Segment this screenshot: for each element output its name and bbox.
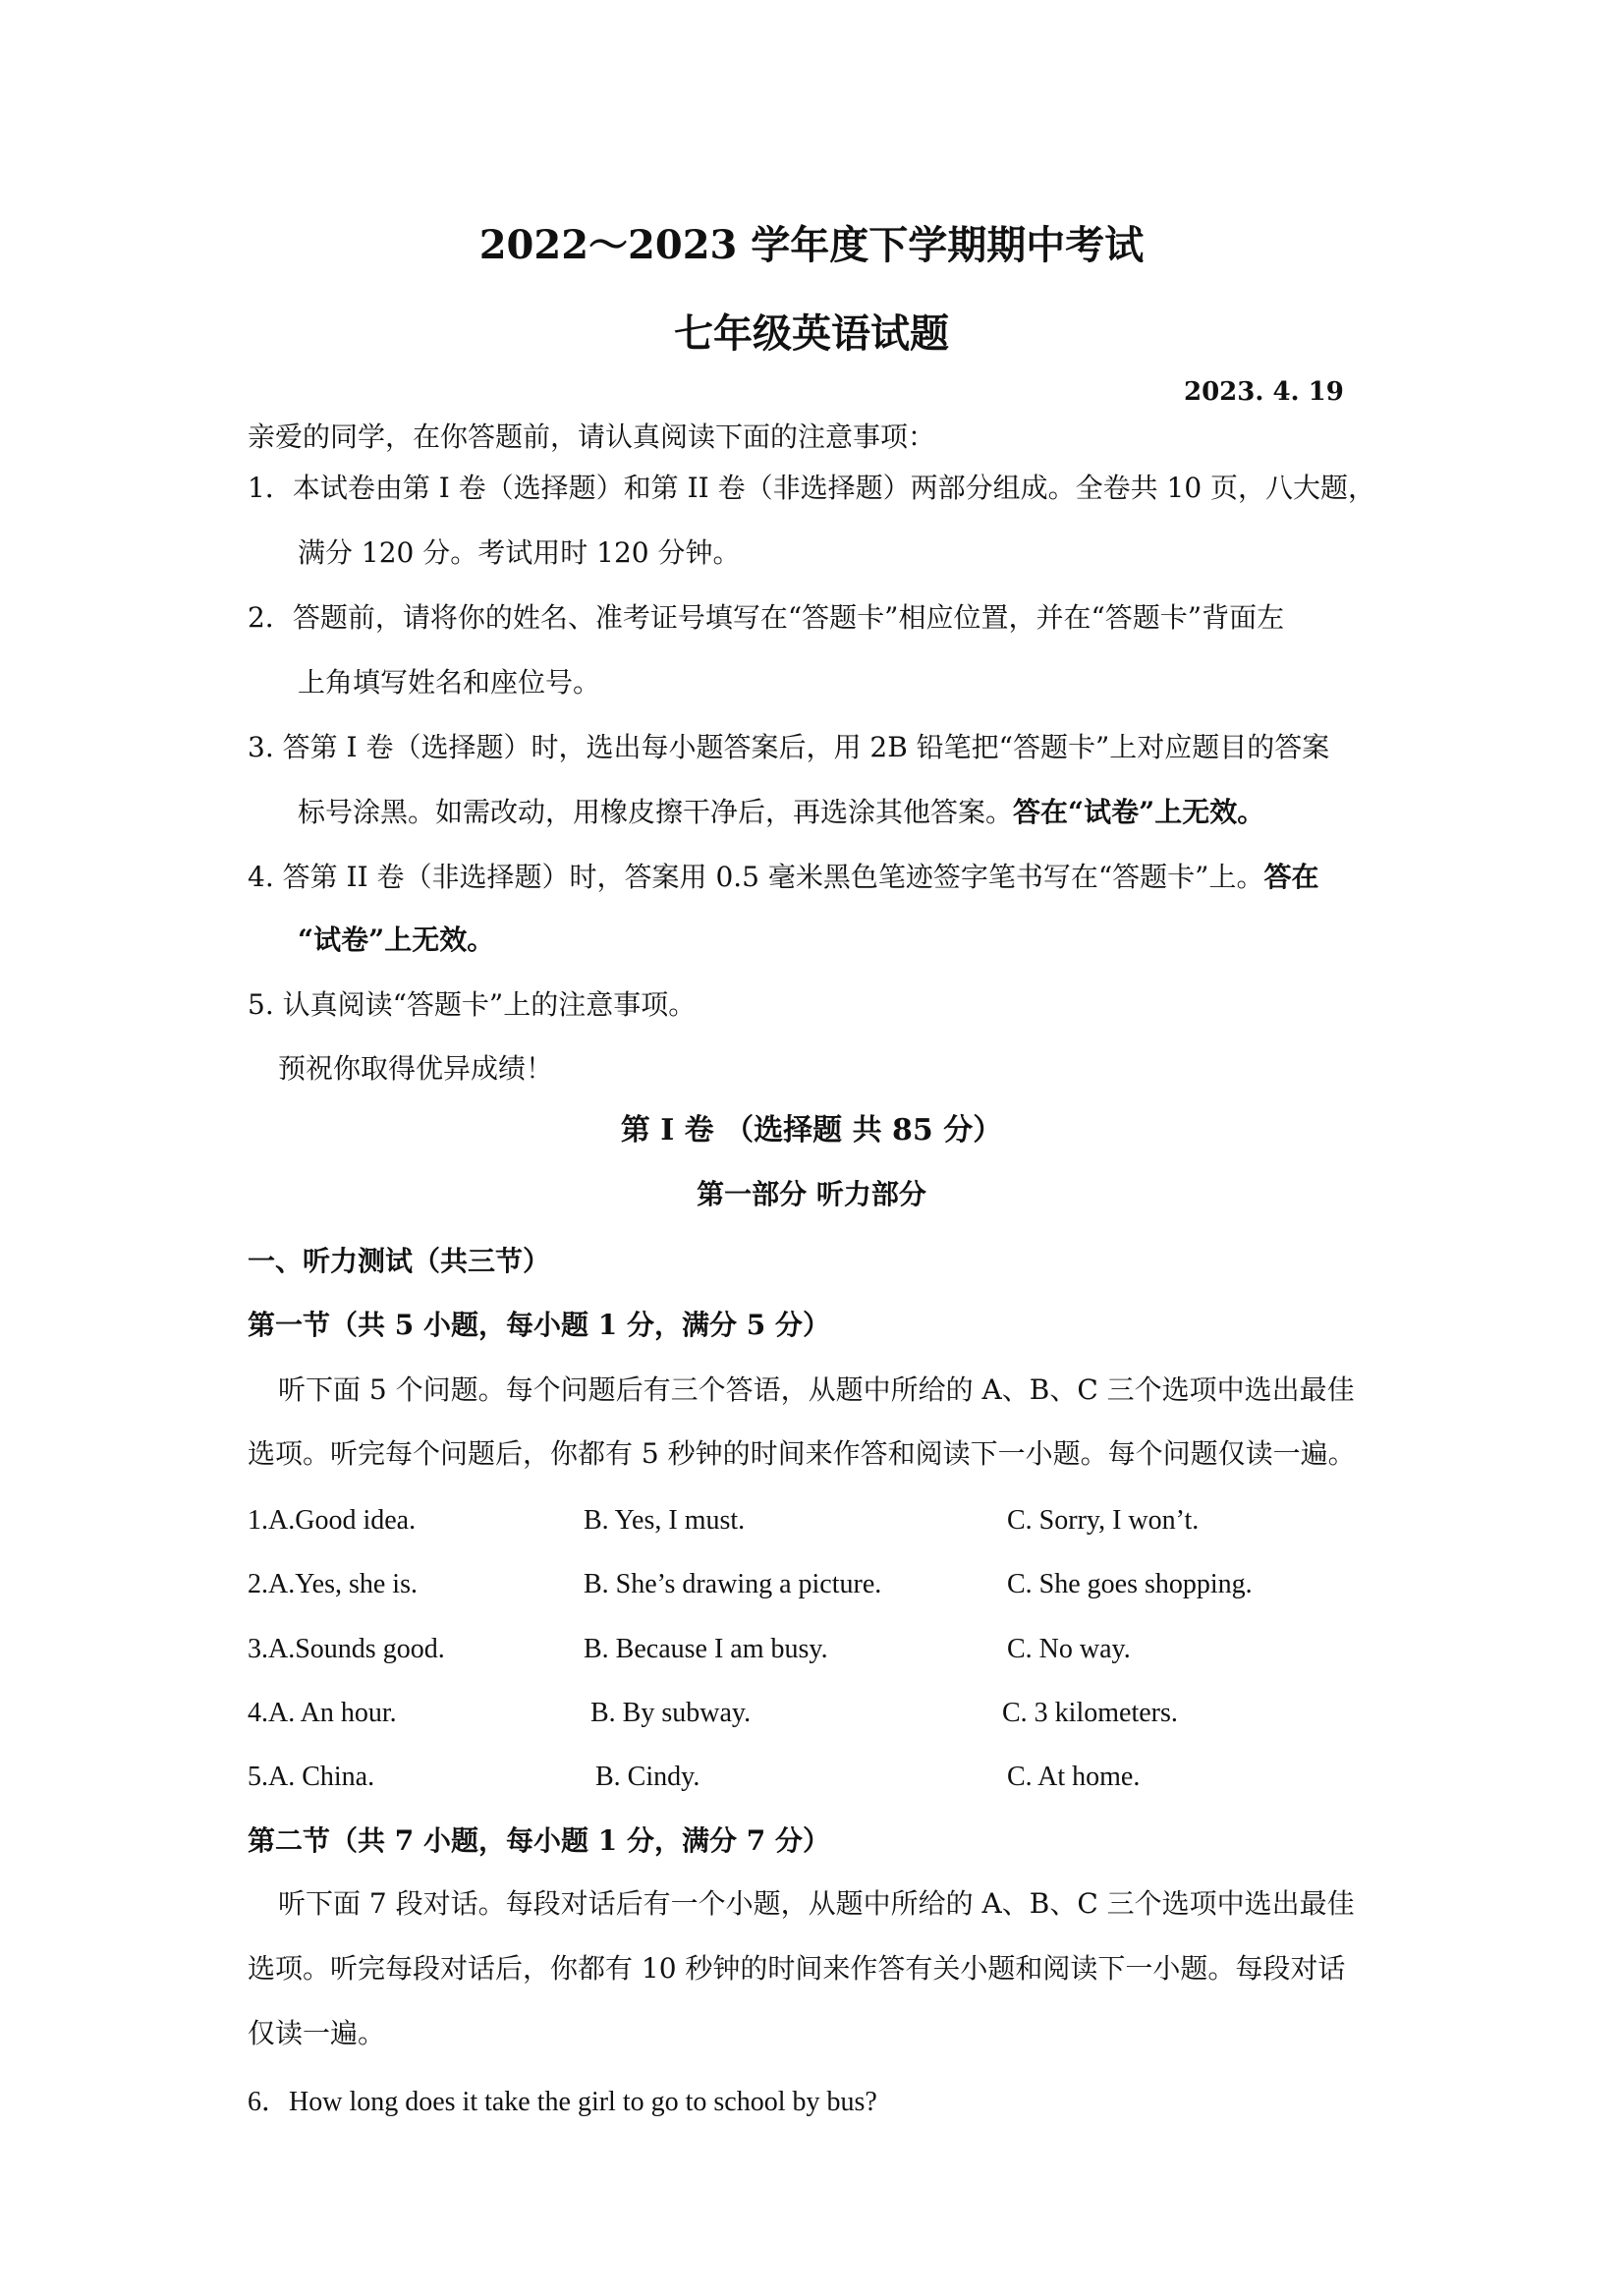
part-1-heading: 第一部分 听力部分 (697, 1178, 926, 1210)
option-a: 5.A. China. (248, 1762, 375, 1792)
notice-item-3-line-1: 3. 答第 I 卷（选择题）时，选出每小题答案后，用 2B 铅笔把“答题卡”上对应题目的答案 (248, 731, 1330, 763)
listening-section-heading: 一、听力测试（共三节） (248, 1245, 551, 1277)
option-c: C. She goes shopping. (1007, 1569, 1253, 1599)
notice-item-5: 5. 认真阅读“答题卡”上的注意事项。 (248, 988, 697, 1021)
option-b: B. Because I am busy. (584, 1634, 828, 1664)
section-1-heading: 第一节（共 5 小题，每小题 1 分，满分 5 分） (248, 1309, 830, 1341)
notice-item-4-text: 4. 答第 II 卷（非选择题）时，答案用 0.5 毫米黑色笔迹签字笔书写在“答题卡”上。 (248, 861, 1264, 893)
question-6: 6．How long does it take the girl to go to school by bus? (248, 2087, 877, 2117)
notice-item-4-line-1 (248, 858, 1319, 897)
notice-item-4-line-2: “试卷”上无效。 (298, 924, 495, 956)
option-c: C. 3 kilometers. (1002, 1698, 1178, 1728)
section-2-instructions-line-2: 选项。听完每段对话后，你都有 10 秒钟的时间来作答有关小题和阅读下一小题。每段对话 (248, 1952, 1346, 1985)
exam-title: 2022～2023 学年度下学期期中考试 (478, 222, 1145, 268)
notice-item-3-line-2 (298, 793, 1264, 832)
section-2-instructions-line-3: 仅读一遍。 (248, 2017, 386, 2049)
notice-item-1-line-1: 1．本试卷由第 I 卷（选择题）和第 II 卷（非选择题）两部分组成。全卷共 10 页，八大题， (248, 472, 1376, 504)
option-a: 1.A.Good idea. (248, 1505, 417, 1536)
volume-1-heading: 第 I 卷 （选择题 共 85 分） (620, 1113, 1003, 1148)
exam-subtitle: 七年级英语试题 (674, 310, 949, 357)
option-c: C. Sorry, I won’t. (1007, 1505, 1200, 1536)
section-2-instructions-line-1: 听下面 7 段对话。每段对话后有一个小题，从题中所给的 A、B、C 三个选项中选出最佳 (278, 1887, 1355, 1920)
notice-intro: 亲爱的同学，在你答题前，请认真阅读下面的注意事项： (248, 420, 936, 453)
notice-item-2-line-2: 上角填写姓名和座位号。 (298, 666, 601, 699)
notice-item-3-warning: 答在“试卷”上无效。 (1013, 796, 1265, 828)
option-a: 3.A.Sounds good. (248, 1634, 445, 1664)
section-2-heading: 第二节（共 7 小题，每小题 1 分，满分 7 分） (248, 1824, 830, 1857)
notice-item-3-text: 标号涂黑。如需改动，用橡皮擦干净后，再选涂其他答案。 (298, 796, 1014, 828)
option-c: C. At home. (1007, 1762, 1141, 1792)
option-b: B. By subway. (590, 1698, 752, 1728)
option-a: 4.A. An hour. (248, 1698, 397, 1728)
option-b: B. She’s drawing a picture. (584, 1569, 882, 1599)
exam-date: 2023. 4. 19 (1184, 377, 1344, 407)
section-1-instructions-line-1: 听下面 5 个问题。每个问题后有三个答语，从题中所给的 A、B、C 三个选项中选出最佳 (278, 1373, 1355, 1406)
option-b: B. Yes, I must. (584, 1505, 746, 1536)
notice-item-1-line-2: 满分 120 分。考试用时 120 分钟。 (298, 536, 741, 569)
notice-item-4-warning-start: 答在 (1263, 861, 1319, 893)
notice-wish: 预祝你取得优异成绩！ (278, 1052, 554, 1085)
section-1-instructions-line-2: 选项。听完每个问题后，你都有 5 秒钟的时间来作答和阅读下一小题。每个问题仅读一遍。 (248, 1437, 1356, 1470)
option-b: B. Cindy. (595, 1762, 700, 1792)
option-a: 2.A.Yes, she is. (248, 1569, 418, 1599)
notice-item-2-line-1: 2．答题前，请将你的姓名、准考证号填写在“答题卡”相应位置，并在“答题卡”背面左 (248, 601, 1285, 634)
option-c: C. No way. (1007, 1634, 1131, 1664)
